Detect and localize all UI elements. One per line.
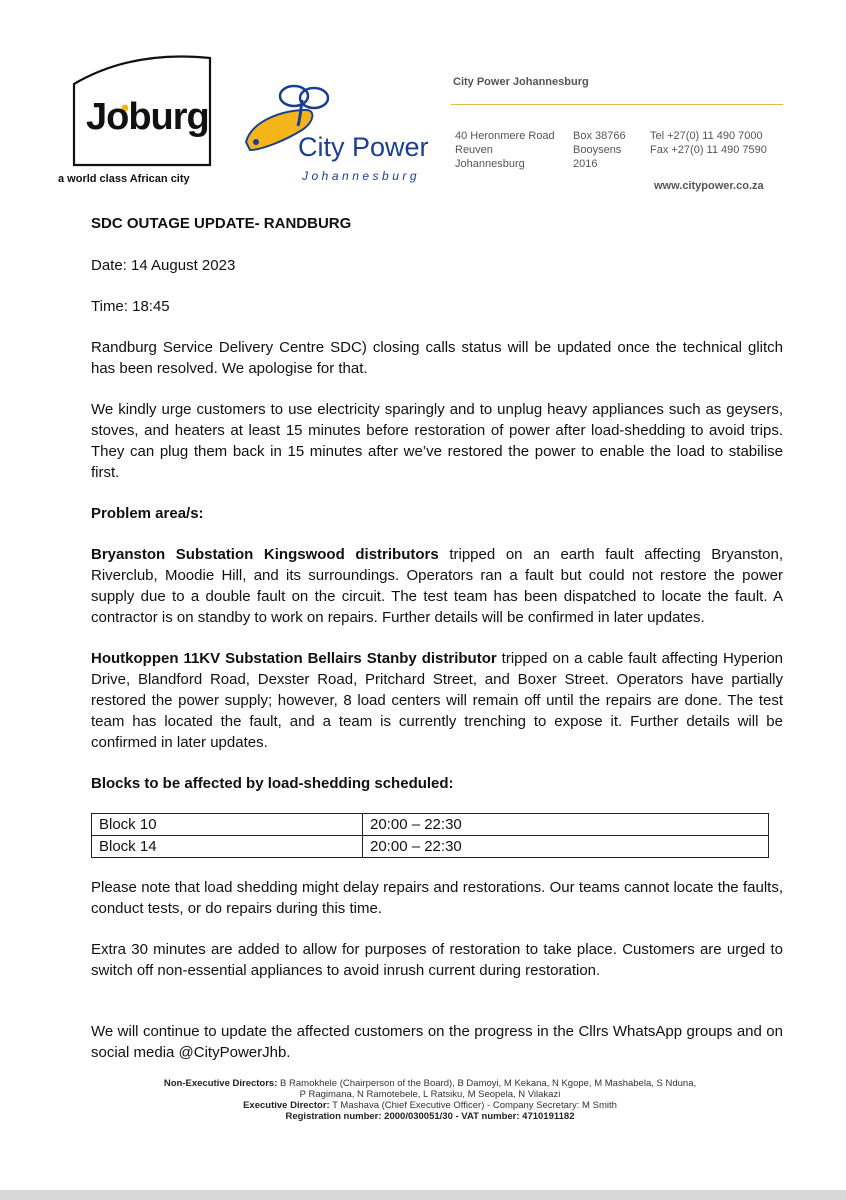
citypower-city: Johannesburg [302,169,421,183]
citypower-name: City Power [298,132,429,162]
footer-executive [110,1100,750,1111]
problem-item [91,648,783,753]
address-line: Box 38766 [573,130,626,142]
problem-lead: Bryanston Substation Kingswood distributors [91,546,439,563]
loadshedding-table [91,813,769,858]
footer-label: Non-Executive Directors: [163,1078,278,1089]
fax-number: Fax +27(0) 11 490 7590 [650,144,767,156]
problem-item [91,544,783,628]
paragraph-usage-advice: We kindly urge customers to use electricity sparingly and to unplug heavy appliances such as geysers, stoves, and heaters at least 15 minutes before restoration of power after load-shedding to avoid trips. They can plug them back in 15 minutes after we’ve restored the power to enable the load to stabilise first. [91,401,783,481]
time-line: Time: 18:45 [91,298,170,315]
paragraph-sdc-status: Randburg Service Delivery Centre SDC) closing calls status will be updated once the technical glitch has been resolved. We apologise for that. [91,339,783,377]
address-line: Reuven [455,144,493,156]
time-cell: 20:00 – 22:30 [363,814,769,836]
address-line: 40 Heronmere Road [455,130,555,142]
document-title: SDC OUTAGE UPDATE- RANDBURG [91,215,352,232]
problem-detail: tripped on a cable fault affecting Hyperion Drive, Blandford Road, Dexster Road, Pritchard Street, and Boxer Street. Operators have partially restored the power supply; however, 8 load centers will remain off until the repairs are done. The test team has located the fault, and a team is currently trenching to expose it. Further details will be confirmed in later updates. [91,650,784,751]
footer-registration [110,1111,750,1122]
joburg-logo [58,54,228,185]
website-link[interactable]: www.citypower.co.za [654,180,764,192]
org-name: City Power Johannesburg [453,76,589,88]
joburg-wordmark: Joburg [86,96,209,138]
problem-detail: tripped on an earth fault affecting Bryanston, Riverclub, Moodie Hill, and its surroundings. Operators ran a fault but could not restore the power supply due to a double fault on the circuit. The test team has been dispatched to locate the fault. A contractor is on standby to work on repairs. Further details will be confirmed in later updates. [91,546,783,626]
citypower-logo [244,80,444,190]
table-row [92,814,769,836]
paragraph-updates: We will continue to update the affected customers on the progress in the Cllrs WhatsApp groups and on social media @CityPowerJhb. [91,1023,783,1061]
tel-number: Tel +27(0) 11 490 7000 [650,130,763,142]
time-cell: 20:00 – 22:30 [363,836,769,858]
block-cell: Block 10 [92,814,363,836]
header-divider [451,104,783,105]
address-street [455,129,555,171]
address-postal [573,129,626,171]
joburg-tagline: a world class African city [58,173,190,185]
footer-directors-cont: P Ragimana, N Ramotebele, L Ratsiku, M Seopela, N Vilakazi [299,1089,561,1100]
contact-numbers [650,129,767,157]
footer-exec-text: T Mashava (Chief Executive Officer) - Company Secretary: M Smith [329,1100,617,1111]
paragraph-delay-note: Please note that load shedding might delay repairs and restorations. Our teams cannot locate the faults, conduct tests, or do repairs during this time. [91,879,783,917]
footer-names: B Ramokhele (Chairperson of the Board), B Damoyi, M Kekana, N Kgope, M Mashabela, S Nduna, [277,1078,697,1089]
table-row [92,836,769,858]
blocks-heading: Blocks to be affected by load-shedding scheduled: [91,775,454,792]
footer-label: Executive Director: [243,1100,330,1111]
block-cell: Block 14 [92,836,363,858]
problem-areas-heading: Problem area/s: [91,505,204,522]
page-bottom-edge [0,1190,846,1200]
footer [110,1078,750,1122]
footer-reg-text: Registration number: 2000/030051/30 - VAT number: 4710191182 [285,1111,575,1122]
problem-lead: Houtkoppen 11KV Substation Bellairs Stanby distributor [91,650,497,667]
document-body [91,213,783,1063]
address-line: Johannesburg [455,158,525,170]
date-line: Date: 14 August 2023 [91,257,236,274]
address-line: Booysens [573,144,622,156]
footer-directors [110,1078,750,1089]
paragraph-extra-minutes: Extra 30 minutes are added to allow for purposes of restoration to take place. Customers are urged to switch off non-essential appliances to avoid inrush current during restoration. [91,941,783,979]
address-line: 2016 [573,158,598,170]
